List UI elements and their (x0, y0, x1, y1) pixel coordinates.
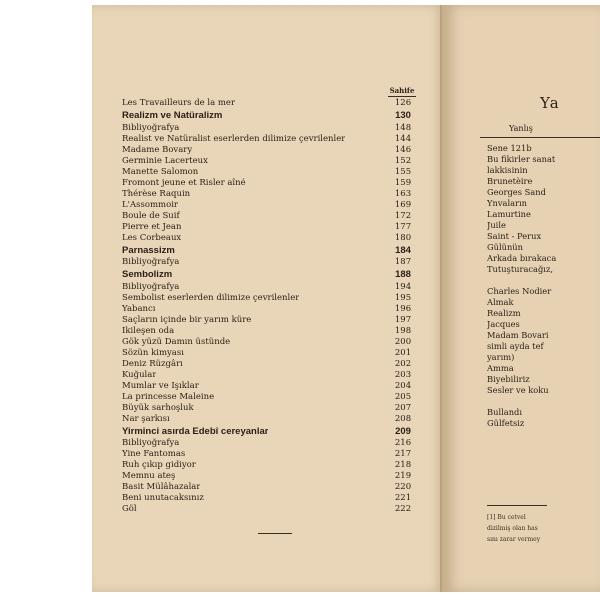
errata-entry: Charles Nodier (487, 286, 552, 296)
toc-entry-title: Yirminci asırda Edebî cereyanlar (122, 425, 269, 437)
toc-entry (122, 233, 418, 244)
footnote-line: [1] Bu cetvel (487, 514, 526, 521)
toc-entry-page: 221 (394, 493, 412, 503)
errata-list (487, 143, 600, 429)
toc-entry-title: Basit Mülâhazalar (122, 482, 201, 492)
toc-entry-page: 146 (394, 144, 412, 155)
toc-entry-page: 196 (394, 303, 412, 314)
toc-entry-title: İkileşen oda (122, 325, 175, 336)
toc-entry (122, 134, 418, 145)
toc-entry-title: Göl (122, 504, 137, 514)
toc-entry-page: 207 (394, 402, 412, 413)
toc-entry-title: Thérèse Raquin (122, 188, 191, 199)
toc-entry-page: 217 (394, 449, 412, 459)
toc-entry (122, 337, 418, 348)
toc-entry (122, 493, 418, 504)
toc-entry (122, 156, 418, 167)
toc-entry-page: 188 (395, 269, 411, 280)
toc-entry (122, 123, 418, 134)
errata-entry: Almak (487, 297, 514, 307)
toc-entry-page: 177 (394, 221, 412, 232)
errata-entry: Gülünün (487, 242, 523, 252)
toc-entry (122, 504, 418, 515)
toc-entry-title: Les Travailleurs de la mer (122, 98, 236, 108)
toc-entry-title: Pierre et Jean (122, 221, 182, 232)
toc-entry-title: Germinie Lacerteux (122, 155, 208, 166)
toc-entry (122, 392, 418, 403)
errata-entry: Brunetèire (487, 176, 533, 186)
errata-entry: Jacques (487, 319, 520, 329)
toc-entry (122, 315, 418, 326)
table-of-contents (122, 98, 418, 515)
toc-entry-page: 222 (394, 504, 412, 514)
errata-entry: Georges Sand (487, 187, 546, 197)
toc-entry (122, 471, 418, 482)
toc-entry-page: 194 (394, 281, 412, 292)
errata-entry: Ynvaların (487, 198, 528, 208)
toc-entry-page: 159 (394, 177, 412, 188)
toc-entry-title: Fromont jeune et Risler aîné (122, 177, 246, 188)
toc-entry-title: Kuğular (122, 369, 157, 380)
toc-entry-page: 218 (394, 460, 412, 470)
toc-entry-page: 219 (394, 471, 412, 481)
toc-entry-title: Bibliyoğrafya (122, 438, 180, 448)
toc-entry-title: Parnassizm (122, 244, 175, 256)
toc-entry-title: Büyük sarhoşluk (122, 402, 194, 413)
toc-entry (122, 293, 418, 304)
toc-entry-title: Memnu ateş (122, 471, 176, 481)
errata-entry: Sene 121b (487, 143, 532, 153)
errata-entry: Saint - Perux (487, 231, 542, 241)
toc-entry-title: La princesse Maleine (122, 391, 215, 402)
toc-entry-page: 169 (394, 199, 412, 210)
footnote-line: dizilmiş olan has (487, 525, 538, 532)
toc-entry-page: 195 (394, 292, 412, 303)
toc-entry-title: Yine Fantomas (122, 449, 186, 459)
toc-entry (122, 304, 418, 315)
toc-entry (122, 98, 418, 109)
toc-entry (122, 257, 418, 268)
toc-entry-page: 220 (394, 482, 412, 492)
toc-entry (122, 370, 418, 381)
toc-entry-title: Realist ve Natüralist eserlerden dilimize çevrilenler (122, 133, 346, 144)
errata-footnote (487, 512, 600, 545)
toc-entry-page: 172 (394, 210, 412, 221)
toc-entry-title: Manette Salomon (122, 166, 199, 177)
toc-section-heading (122, 425, 418, 439)
toc-entry-title: L'Assommoir (122, 199, 178, 210)
footnote-rule (487, 505, 547, 506)
errata-title: Ya (540, 94, 560, 112)
toc-entry (122, 414, 418, 425)
errata-entry: Bullandı (487, 407, 523, 417)
toc-section-heading (122, 244, 418, 258)
errata-entry: lakkisinin (487, 165, 528, 175)
page-column-header: Sahife (389, 86, 415, 95)
toc-entry-page: 202 (394, 358, 412, 369)
toc-entry (122, 167, 418, 178)
toc-entry-page: 203 (394, 369, 412, 380)
errata-column-header: Yanlış (509, 124, 533, 133)
toc-entry-title: Bibliyoğrafya (122, 281, 180, 292)
toc-section-heading (122, 268, 418, 282)
errata-entry: Biyebiliriz (487, 374, 530, 384)
toc-entry-title: Sembolist eserlerden dilimize çevrilenler (122, 292, 300, 303)
toc-entry-page: 187 (394, 257, 412, 267)
toc-entry-title: Deniz Rüzgârı (122, 358, 183, 369)
toc-entry-title: Boule de Suif (122, 210, 180, 221)
toc-entry-page: 208 (394, 413, 412, 424)
errata-entry: Madam Bovari (487, 330, 549, 340)
toc-entry-page: 163 (394, 188, 412, 199)
toc-entry-title: Sözün kimyası (122, 347, 184, 358)
toc-entry-title: Bibliyoğrafya (122, 257, 180, 267)
toc-entry-page: 130 (395, 110, 411, 121)
errata-entry: yarım) (487, 352, 515, 362)
toc-entry-title: Realizm ve Natüralizm (122, 110, 223, 121)
toc-entry-page: 184 (395, 244, 411, 256)
errata-entry (487, 275, 600, 286)
errata-entry: Arkada bırakaca (487, 253, 557, 263)
toc-entry (122, 403, 418, 414)
errata-entry: Sesler ve koku (487, 385, 549, 395)
toc-entry-title: Sembolizm (122, 269, 173, 280)
toc-entry (122, 211, 418, 222)
toc-entry (122, 282, 418, 293)
toc-entry-page: 204 (394, 380, 412, 391)
errata-entry: Juile (487, 220, 506, 230)
errata-entry: Realizm (487, 308, 521, 318)
toc-entry (122, 460, 418, 471)
toc-entry-page: 180 (394, 232, 412, 243)
toc-entry (122, 200, 418, 211)
toc-entry-page: 216 (394, 438, 412, 448)
errata-entry: Amma (487, 363, 514, 373)
toc-entry-title: Bibliyoğrafya (122, 122, 180, 133)
toc-entry-page: 126 (394, 98, 412, 108)
toc-entry-page: 209 (395, 425, 411, 437)
errata-header-rule (480, 137, 600, 138)
toc-section-heading (122, 109, 418, 123)
toc-entry (122, 145, 418, 156)
toc-entry-title: Madame Bovary (122, 144, 193, 155)
toc-entry (122, 178, 418, 189)
toc-entry-title: Gök yüzü Damın üstünde (122, 336, 231, 347)
toc-entry (122, 359, 418, 370)
toc-entry-title: Ruh çıkıp gidiyor (122, 460, 196, 470)
end-rule (258, 533, 292, 534)
errata-entry: Bu fikirler sanat (487, 154, 556, 164)
toc-entry-title: Yabancı (122, 303, 156, 314)
toc-entry-page: 144 (394, 133, 412, 144)
toc-entry-page: 205 (394, 391, 412, 402)
toc-entry (122, 326, 418, 337)
toc-entry-page: 200 (394, 336, 412, 347)
toc-entry (122, 449, 418, 460)
toc-entry-title: Saçların içinde bir yarım küre (122, 314, 252, 325)
toc-entry-page: 155 (394, 166, 412, 177)
toc-entry (122, 189, 418, 200)
toc-entry-title: Les Corbeaux (122, 232, 182, 243)
toc-entry-title: Mumlar ve Işıklar (122, 380, 199, 391)
toc-entry-page: 198 (394, 325, 412, 336)
toc-entry-title: Beni unutacaksınız (122, 493, 204, 503)
toc-entry-page: 197 (394, 314, 412, 325)
errata-entry (487, 396, 600, 407)
toc-entry-title: Nar şarkısı (122, 413, 170, 424)
errata-entry: simli ayda tef (487, 341, 544, 351)
toc-entry (122, 438, 418, 449)
errata-entry: Gülfetsiz (487, 418, 525, 428)
toc-entry (122, 381, 418, 392)
errata-entry: Tutuşturacağız, (487, 264, 553, 274)
toc-entry-page: 148 (394, 122, 412, 133)
toc-entry (122, 348, 418, 359)
toc-entry (122, 222, 418, 233)
toc-entry-page: 152 (394, 155, 412, 166)
footnote-line: sını zarar vermey (487, 536, 541, 543)
toc-entry-page: 201 (394, 347, 412, 358)
errata-entry: Lamurtine (487, 209, 531, 219)
toc-entry (122, 482, 418, 493)
